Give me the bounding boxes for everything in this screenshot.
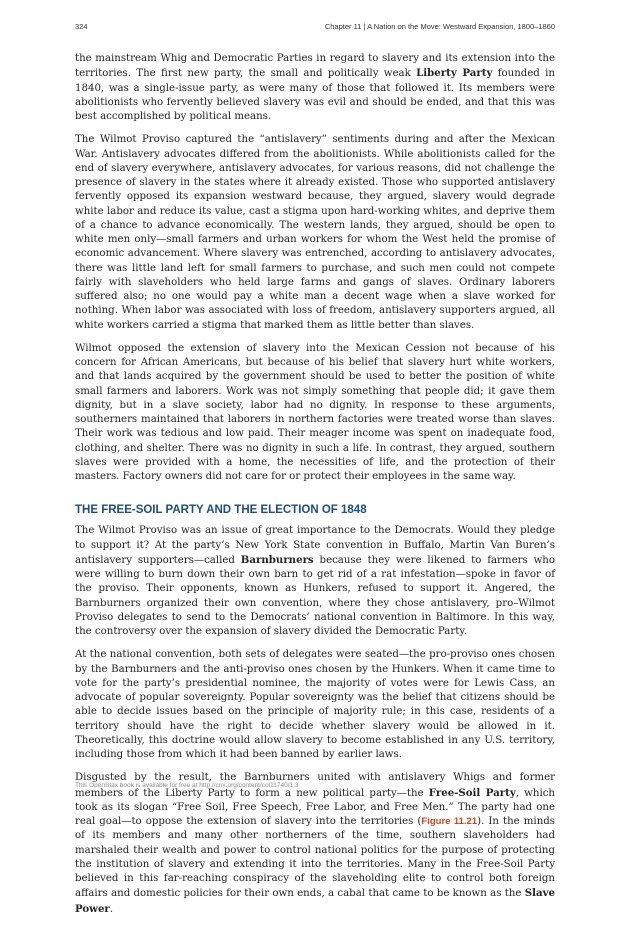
liberty-party-term: Liberty Party [416, 67, 493, 80]
paragraph-6: Disgusted by the result, the Barnburners united with antislavery Whigs and former members of the Liberty Party to form a new political party—the Free-Soil Party, which took as its slogan “Free Soil, Free Speech, Free Labor, and Free Men.” The party had one real goal—to oppose the extension of slavery into the territories (Figure 11.21). In the minds of its members and many other northerners of the time, southern slaveholders had marshaled their wealth and power to control national politics for the purpose of protecting the institution of slavery and extending it into the territories. Many in the Free-Soil Party believed in this far-reaching conspiracy of the slaveholding elite to control both foreign affairs and domestic policies for their own ends, a cabal that came to be known as the Slave Power. [75, 772, 555, 915]
page-content [75, 52, 555, 926]
paragraph-1: the mainstream Whig and Democratic Parties in regard to slavery and its extension into the territories. The first new party, the small and politically weak Liberty Party founded in 1840, was a single-issue party, as were many of those that followed it. Its members were abolitionists who fervently believed slavery was evil and should be ended, and that this was best accomplished by political means. [75, 53, 555, 122]
page-footer: This OpenStax book is available for free at http://cnx.org/content/col11740/1.3 [75, 782, 299, 789]
paragraph-3: Wilmot opposed the extension of slavery into the Mexican Cession not because of his concern for African Americans, but because of his belief that slavery hurt white workers, and that lands acquired by the government should be used to better the position of white small farmers and laborers. Work was not simply something that people did; it gave them dignity, but in a slave society, labor had no dignity. In response to these arguments, southerners maintained that laborers in northern factories were treated worse than slaves. Their work was tedious and low paid. Their meager income was spent on inadequate food, clothing, and shelter. There was no dignity in such a life. In contrast, they argued, southern slaves were provided with a home, the necessities of life, and the protection of their masters. Factory owners did not care for or protect their employees in the same way. [75, 342, 555, 482]
paragraph-5: At the national convention, both sets of delegates were seated—the pro-proviso ones chosen by the Barnburners and the anti-proviso ones chosen by the Hunkers. When it came time to vote for the party’s presidential nominee, the majority of votes were for Lewis Cass, an advocate of popular sovereignty. Popular sovereignty was the belief that citizens should be able to decide issues based on the principle of majority rule; in this case, residents of a territory should have the right to decide whether slavery would be allowed in it. Theoretically, this doctrine would allow slavery to become established in any U.S. territory, including those from which it had been banned by earlier laws. [75, 649, 555, 760]
paragraph-2: The Wilmot Proviso captured the “antislavery” sentiments during and after the Mexican War. Antislavery advocates differed from the abolitionists. While abolitionists called for the end of slavery everywhere, antislavery advocates, for various reasons, did not challenge the presence of slavery in the states where it already existed. Those who supported antislavery fervently opposed its expansion westward because, they argued, slavery would degrade white labor and reduce its value, cast a stigma upon hard-working whites, and deprive them of a chance to advance economically. The western lands, they argued, should be open to white men only—small farmers and urban workers for whom the West held the promise of economic advancement. Where slavery was entrenched, according to antislavery advocates, there was little land left for small farmers to purchase, and such men could not compete fairly with slaveholders who held large farms and gangs of slaves. Ordinary laborers suffered also; no one would pay a white man a decent wage when a slave worked for nothing. When labor was associated with loss of freedom, antislavery supporters argued, all white workers carried a stigma that marked them as little better than slaves. [75, 134, 555, 331]
figure-11-21-link[interactable]: Figure 11.21 [421, 816, 478, 827]
barnburners-term: Barnburners [240, 553, 314, 566]
page-header [75, 22, 555, 31]
page-number: 324 [75, 22, 88, 31]
slave-power-term: Slave Power [75, 887, 555, 915]
paragraph-4: The Wilmot Proviso was an issue of great importance to the Democrats. Would they pledge to support it? At the party’s New York State convention in Buffalo, Martin Van Buren’s antislavery supporters—called Barnburners because they were likened to farmers who were willing to burn down their own barn to get rid of a rat infestation—spoke in favor of the proviso. Their opponents, known as Hunkers, refused to support it. Angered, the Barnburners organized their own convention, where they chose antislavery, pro–Wilmot Proviso delegates to send to the Democrats’ national convention in Baltimore. In this way, the controversy over the expansion of slavery divided the Democratic Party. [75, 525, 555, 637]
free-soil-party-term: Free-Soil Party [428, 786, 516, 799]
chapter-title: Chapter 11 | A Nation on the Move: Westward Expansion, 1800–1860 [324, 22, 555, 31]
section-heading: THE FREE-SOIL PARTY AND THE ELECTION OF 1848 [75, 504, 367, 517]
